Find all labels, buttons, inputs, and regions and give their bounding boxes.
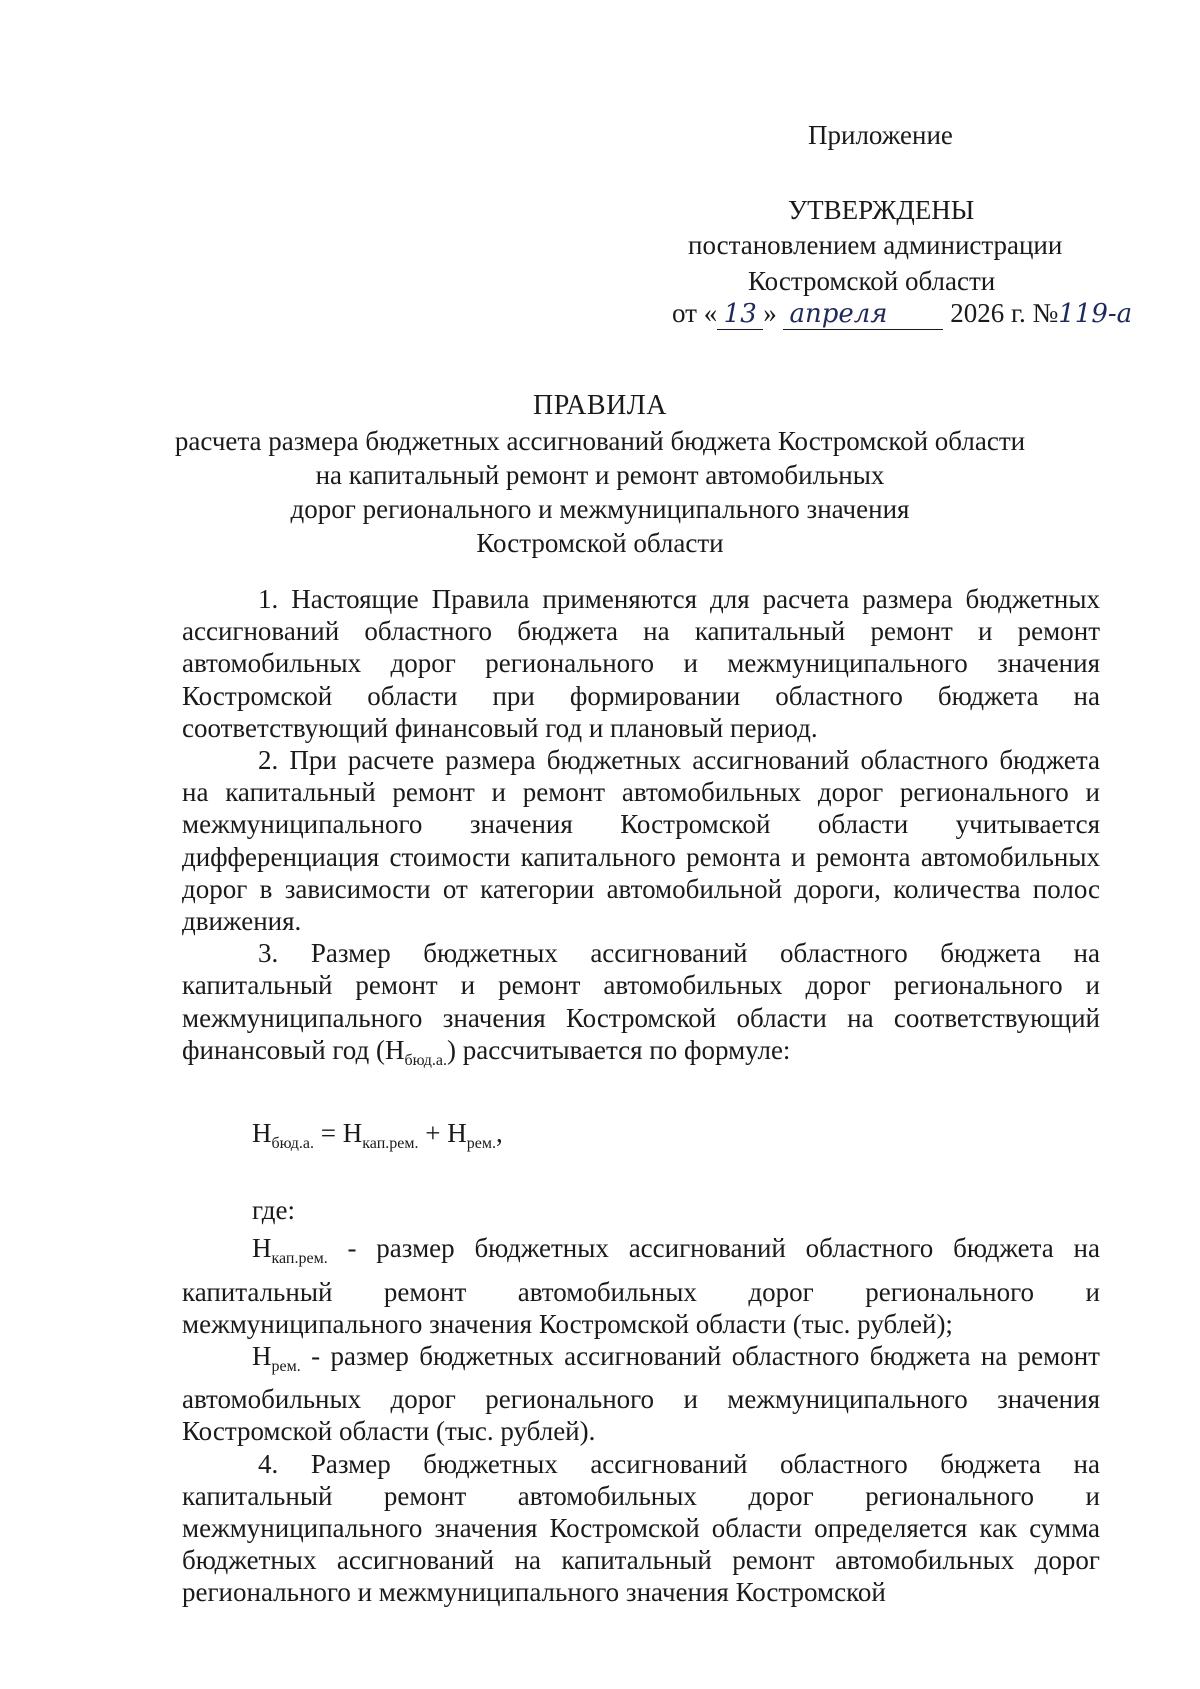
formula-sub-1: бюд.а. xyxy=(271,1135,315,1153)
title-line-4: Костромской области xyxy=(476,528,724,558)
title-line-1: расчета размера бюджетных ассигнований бюджета Костромской области xyxy=(174,426,1026,456)
definition-2-text: - размер бюджетных ассигнований областного бюджета на ремонт автомобильных дорог регионального и межмуниципального значения Костромской области (тыс. рублей). xyxy=(182,1341,1100,1447)
definition-2 xyxy=(182,1340,1100,1448)
decree-year: 2026 г. № xyxy=(950,298,1059,328)
formula xyxy=(252,1117,1100,1160)
formula-sub-3: рем. xyxy=(466,1135,496,1153)
title-line-3: дорог регионального и межмуниципального значения xyxy=(290,494,910,524)
paragraph-3 xyxy=(182,937,1100,1077)
document-title-block xyxy=(150,388,1050,560)
appendix-label: Приложение xyxy=(808,120,953,150)
paragraph-2: 2. При расчете размера бюджетных ассигнований областного бюджета на капитальный ремонт и ремонт автомобильных дорог регионального и межмуниципального значения Костромской области учитывается дифференциация стоимости капитального ремонта и ремонта автомобильных дорог в зависимости от категории автомобильной дороги, количества полос движения. xyxy=(182,745,1100,937)
decree-line xyxy=(672,298,1132,330)
approved-label: УТВЕРЖДЕНЫ xyxy=(788,195,975,225)
definition-1 xyxy=(182,1232,1100,1340)
definition-1-symbol: Н xyxy=(252,1233,272,1264)
paragraph-3-subscript: бюд.а. xyxy=(404,1051,448,1069)
definition-2-subscript: рем. xyxy=(271,1358,301,1376)
formula-h1: Н xyxy=(252,1118,272,1149)
approved-region-text: Костромской области xyxy=(748,266,996,296)
decree-day-handwritten: 13 xyxy=(717,299,763,330)
where-label: где: xyxy=(252,1195,295,1226)
formula-plus: + Н xyxy=(418,1118,467,1149)
decree-day-close: » xyxy=(763,298,777,328)
approved-by-text: постановлением администрации xyxy=(688,230,1063,260)
paragraph-3-text: 3. Размер бюджетных ассигнований областного бюджета на капитальный ремонт и ремонт автомобильных дорог регионального и межмуниципального значения Костромской области на соответствующий финансовый год (Н xyxy=(182,938,1100,1065)
decree-month-handwritten: апреля xyxy=(783,299,943,330)
document-body xyxy=(182,583,1100,1609)
title-line-2: на капитальный ремонт и ремонт автомобильных xyxy=(315,460,885,490)
paragraph-1: 1. Настоящие Правила применяются для расчета размера бюджетных ассигнований областного бюджета на капитальный ремонт и ремонт автомобильных дорог регионального и межмуниципального значения Костромской области при формировании областного бюджета на соответствующий финансовый год и плановый период. xyxy=(182,584,1100,743)
formula-end: , xyxy=(495,1118,503,1149)
decree-number-handwritten: 119-а xyxy=(1058,299,1133,329)
formula-sub-2: кап.рем. xyxy=(362,1135,419,1153)
formula-eq: = Н xyxy=(314,1118,363,1149)
paragraph-4: 4. Размер бюджетных ассигнований областного бюджета на капитальный ремонт автомобильных дорог регионального и межмуниципального значения Костромской области определяется как сумма бюджетных ассигнований на капитальный ремонт автомобильных дорог регионального и межмуниципального значения Костромской xyxy=(182,1448,1100,1608)
paragraph-3-tail: ) рассчитывается по формуле: xyxy=(447,1034,791,1065)
definition-2-symbol: Н xyxy=(252,1341,272,1372)
definition-1-text: - размер бюджетных ассигнований областного бюджета на капитальный ремонт автомобильных дорог регионального и межмуниципального значения Костромской области (тыс. рублей); xyxy=(182,1233,1100,1339)
document-title: ПРАВИЛА xyxy=(532,390,668,421)
decree-prefix: от « xyxy=(672,298,718,328)
definition-1-subscript: кап.рем. xyxy=(271,1250,328,1268)
